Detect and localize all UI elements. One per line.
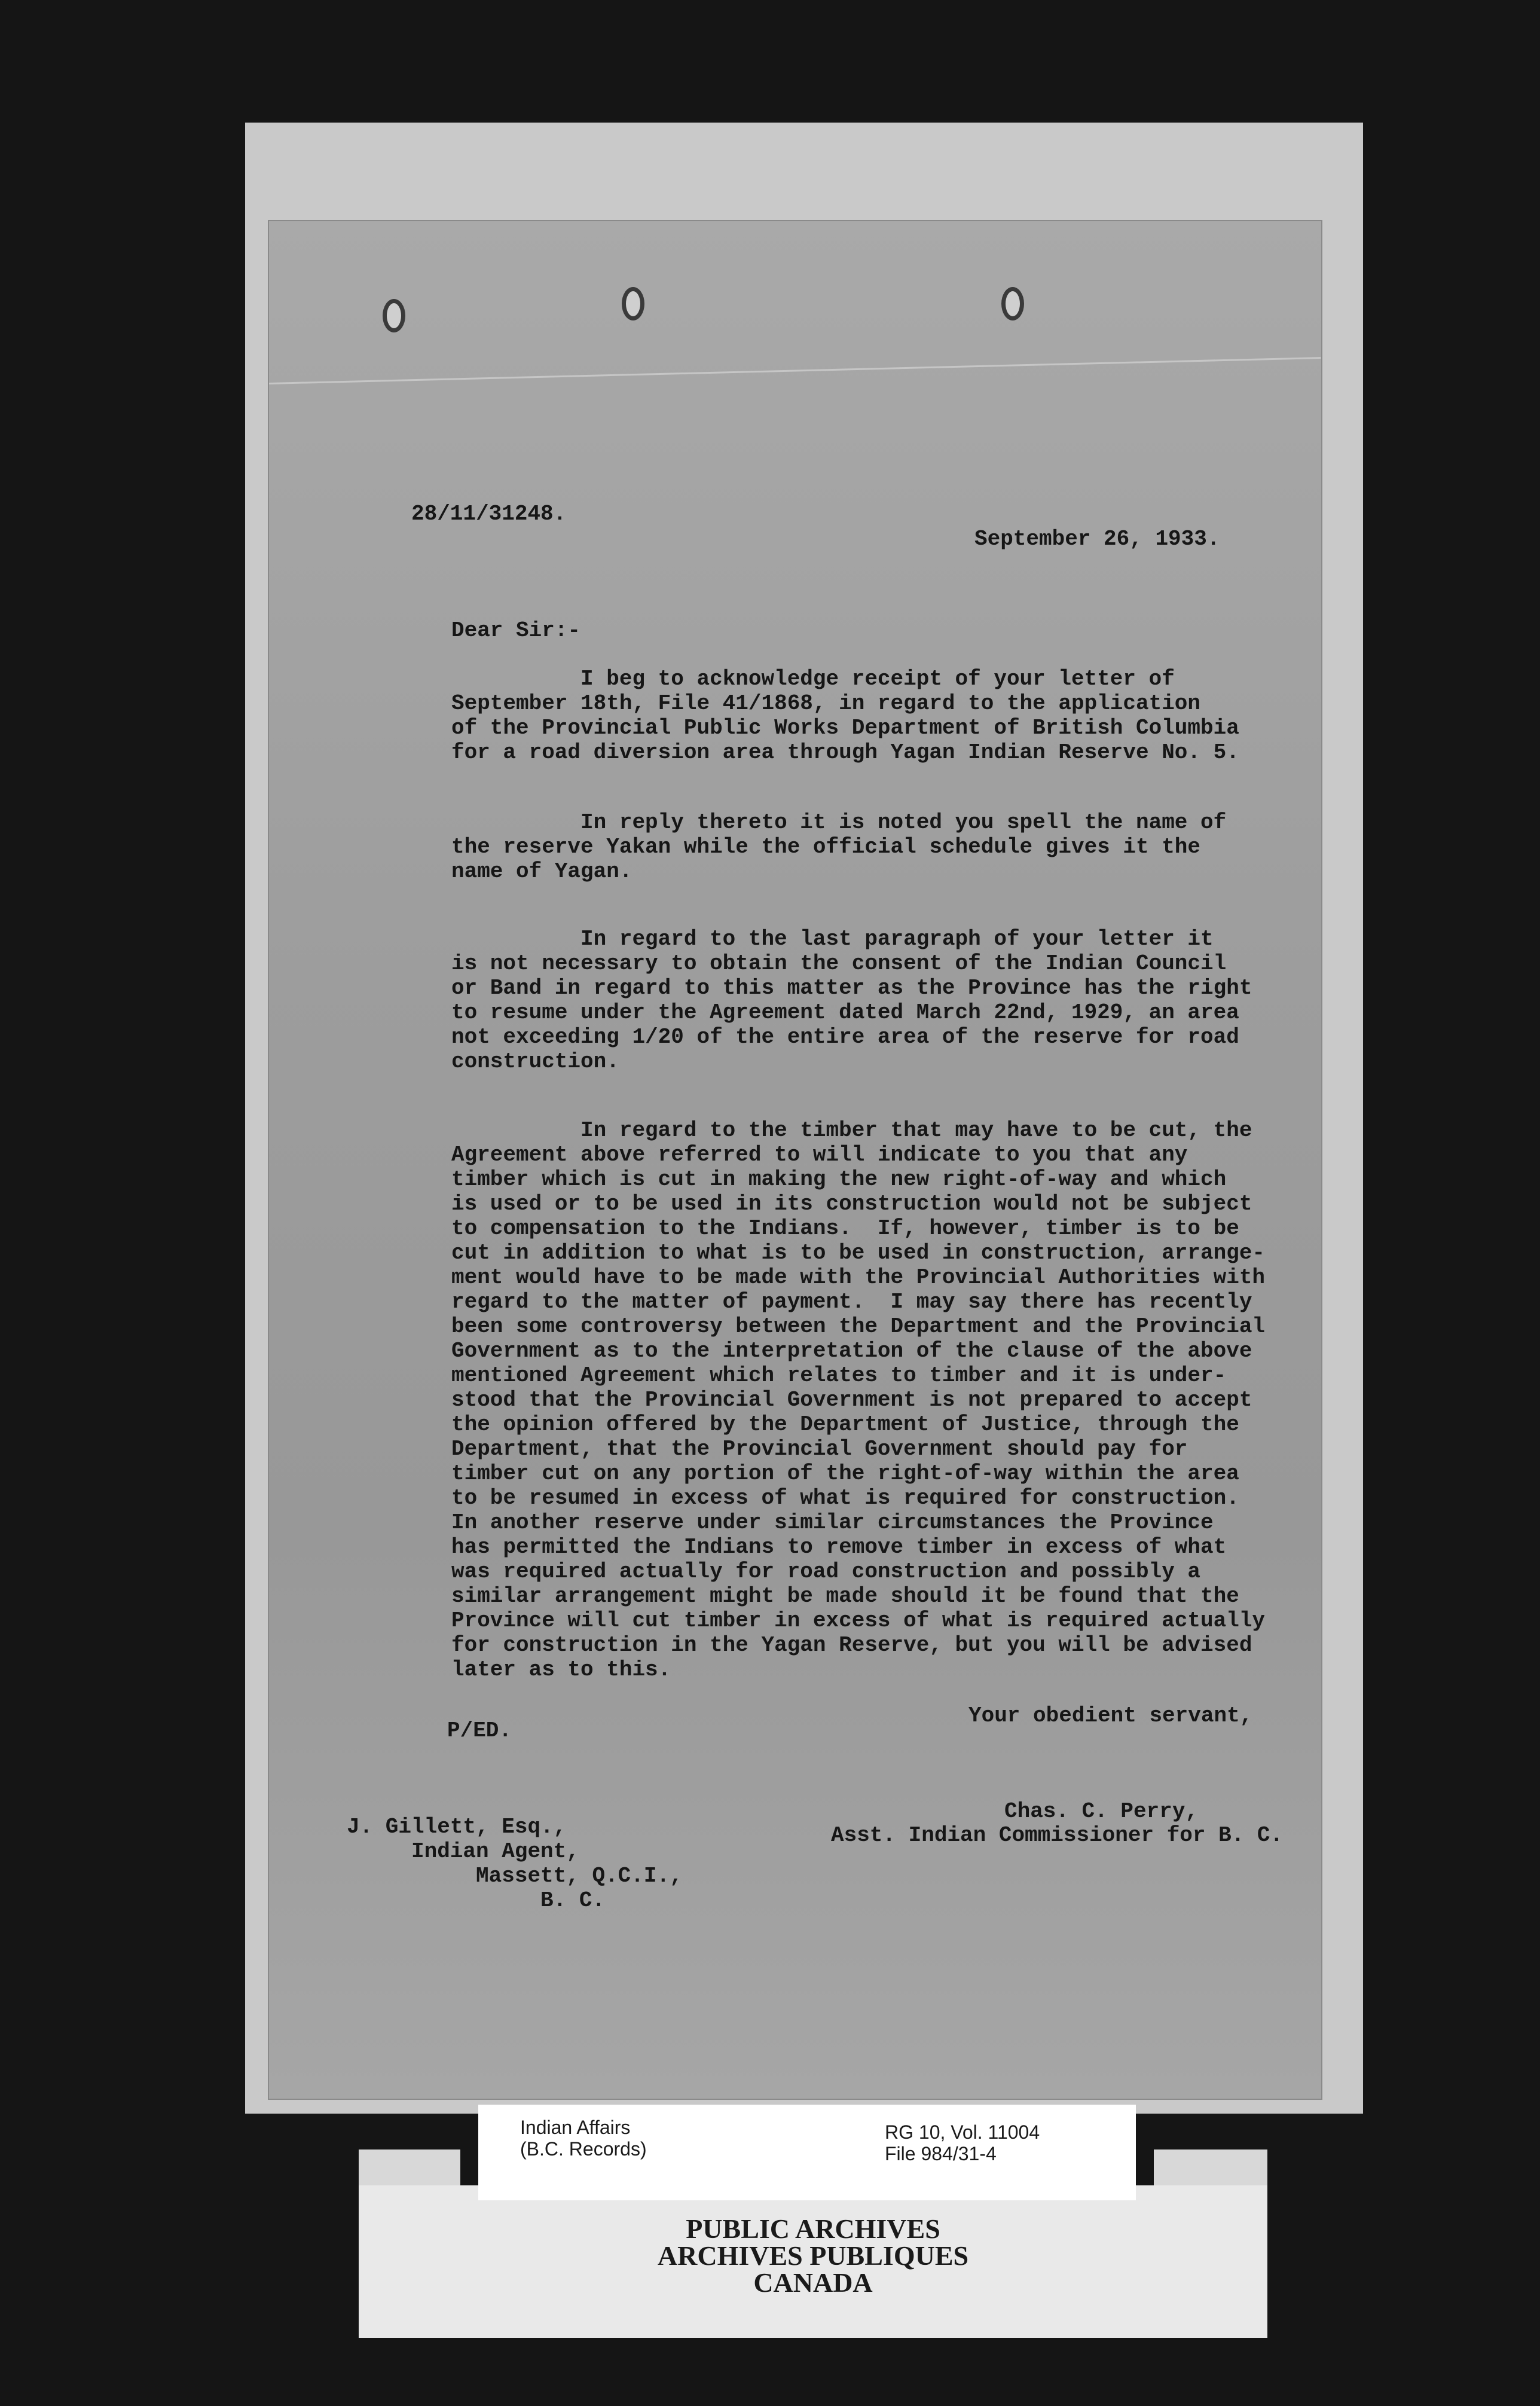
paragraph-line: name of Yagan.: [451, 859, 632, 884]
paragraph-line: stood that the Provincial Government is not prepared to accept: [451, 1388, 1252, 1412]
paragraph-line: mentioned Agreement which relates to timber and it is under-: [451, 1363, 1227, 1388]
addressee-line: B. C.: [347, 1888, 606, 1913]
paragraph-line: cut in addition to what is to be used in construction, arrange-: [451, 1241, 1266, 1265]
paragraph-line: the opinion offered by the Department of Justice, through the: [451, 1412, 1239, 1437]
addressee-line: Massett, Q.C.I.,: [347, 1864, 683, 1888]
paragraph-line: is used or to be used in its construction would not be subject: [451, 1192, 1252, 1216]
paragraph-3: [451, 927, 1252, 1074]
label-tab: [359, 2149, 460, 2185]
paragraph-line: regard to the matter of payment. I may say there has recently: [451, 1290, 1252, 1314]
paragraph-line: not exceeding 1/20 of the entire area of the reserve for road: [451, 1025, 1239, 1049]
paragraph-line: I beg to acknowledge receipt of your letter of: [451, 667, 1175, 691]
closing: Your obedient servant,: [968, 1703, 1253, 1728]
letter-page: [269, 221, 1321, 2099]
addressee-block: [347, 1815, 683, 1913]
paragraph-line: In reply thereto it is noted you spell the name of: [451, 810, 1227, 835]
paragraph-line: for a road diversion area through Yagan Indian Reserve No. 5.: [451, 740, 1239, 765]
document-stack: [245, 123, 1363, 2114]
paragraph-line: was required actually for road construction and possibly a: [451, 1559, 1201, 1584]
paragraph-2: [451, 810, 1226, 884]
label-file-number: File 984/31-4: [885, 2143, 997, 2164]
paragraph-1: [451, 667, 1239, 765]
paragraph-line: construction.: [451, 1049, 619, 1074]
paragraph-line: In regard to the timber that may have to be cut, the: [451, 1118, 1252, 1143]
paragraph-line: is not necessary to obtain the consent of the Indian Council: [451, 951, 1227, 976]
paragraph-line: been some controversy between the Department and the Provincial: [451, 1314, 1266, 1339]
paragraph-line: to be resumed in excess of what is required for construction.: [451, 1486, 1239, 1510]
label-tab: [1154, 2149, 1267, 2185]
paragraph-line: Agreement above referred to will indicate to you that any: [451, 1143, 1188, 1167]
paragraph-line: September 18th, File 41/1868, in regard to the application: [451, 691, 1201, 716]
paper-crease: [269, 357, 1321, 384]
label-volume: RG 10, Vol. 11004: [885, 2121, 1040, 2143]
typist-initials: P/ED.: [447, 1718, 512, 1743]
addressee-line: Indian Agent,: [347, 1839, 579, 1864]
salutation: Dear Sir:-: [451, 618, 581, 643]
paragraph-4: [451, 1118, 1265, 1682]
paragraph-line: has permitted the Indians to remove timber in excess of what: [451, 1535, 1227, 1559]
paragraph-line: ment would have to be made with the Provincial Authorities with: [451, 1265, 1266, 1290]
signature-name: Chas. C. Perry,: [1004, 1799, 1199, 1824]
paragraph-line: Government as to the interpretation of the clause of the above: [451, 1339, 1252, 1363]
addressee-line: J. Gillett, Esq.,: [347, 1815, 567, 1839]
paragraph-line: timber cut on any portion of the right-of-way within the area: [451, 1461, 1239, 1486]
paragraph-line: of the Provincial Public Works Department of British Columbia: [451, 716, 1239, 740]
paragraph-line: the reserve Yakan while the official schedule gives it the: [451, 835, 1201, 859]
paragraph-line: similar arrangement might be made should it be found that the: [451, 1584, 1239, 1608]
letter-date: September 26, 1933.: [974, 527, 1220, 551]
signature-title: Asst. Indian Commissioner for B. C.: [831, 1823, 1284, 1848]
file-reference: 28/11/31248.: [411, 502, 567, 526]
paragraph-line: to compensation to the Indians. If, however, timber is to be: [451, 1216, 1239, 1241]
punch-hole-icon: [622, 287, 644, 320]
punch-hole-icon: [1001, 287, 1024, 320]
paragraph-line: Department, that the Provincial Government should pay for: [451, 1437, 1188, 1461]
paragraph-line: to resume under the Agreement dated March 22nd, 1929, an area: [451, 1000, 1239, 1025]
paragraph-line: In another reserve under similar circumstances the Province: [451, 1510, 1214, 1535]
paragraph-line: for construction in the Yagan Reserve, but you will be advised: [451, 1633, 1252, 1657]
paragraph-line: timber which is cut in making the new right-of-way and which: [451, 1167, 1227, 1192]
archives-stamp-line-1: PUBLIC ARCHIVES: [686, 2213, 940, 2244]
archives-stamp-line-2: ARCHIVES PUBLIQUES: [657, 2240, 969, 2271]
label-series-name: Indian Affairs: [520, 2117, 631, 2138]
paragraph-line: In regard to the last paragraph of your letter it: [451, 927, 1214, 951]
paragraph-line: later as to this.: [451, 1657, 671, 1682]
punch-hole-icon: [383, 299, 405, 332]
paragraph-line: Province will cut timber in excess of what is required actually: [451, 1608, 1266, 1633]
archives-stamp-line-3: CANADA: [753, 2267, 873, 2298]
label-series-sub: (B.C. Records): [520, 2138, 647, 2160]
paragraph-line: or Band in regard to this matter as the Province has the right: [451, 976, 1252, 1000]
